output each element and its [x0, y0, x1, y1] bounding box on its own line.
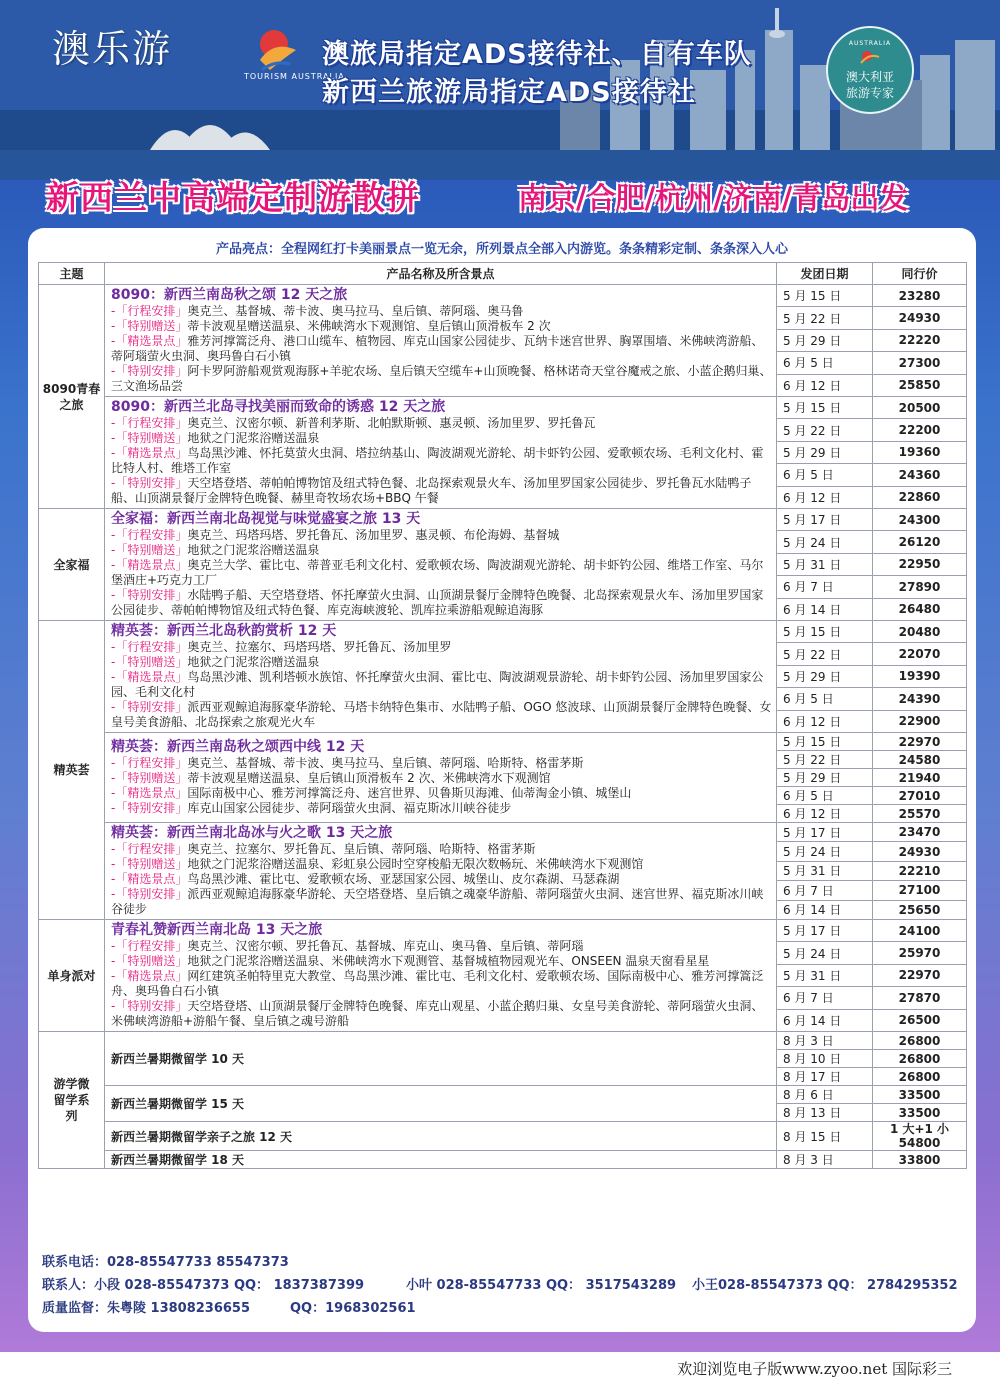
- price-value: 22970: [873, 733, 967, 751]
- route-line: [111, 857, 772, 872]
- departure-date: 6 月 14 日: [777, 598, 873, 620]
- route-line: [111, 431, 772, 446]
- header-price: 同行价: [873, 263, 967, 285]
- theme-cell: 全家福: [39, 509, 105, 621]
- price-value: 24360: [873, 464, 967, 486]
- brand-logo: 澳乐游: [52, 27, 173, 71]
- route-line-tag: -「特别安排」: [111, 476, 188, 490]
- departure-date: 5 月 24 日: [777, 942, 873, 964]
- route-line: [111, 319, 772, 334]
- theme-cell: 游学微留学系列: [39, 1032, 105, 1169]
- route-line: [111, 528, 772, 543]
- route-cell: [105, 621, 777, 733]
- route-line: [111, 476, 772, 506]
- table-body: [39, 285, 967, 1169]
- route-line-tag: -「精选景点」: [111, 872, 188, 886]
- price-value: [873, 1122, 967, 1151]
- study-title: 新西兰暑期微留学 18 天: [105, 1151, 777, 1169]
- route-line-text: 网红建筑圣帕特里克大教堂、鸟岛黑沙滩、霍比屯、毛利文化村、爱歌顿农场、国际南极中心、雅芳河撑篙泛舟、奥玛鲁白石小镇: [111, 969, 764, 998]
- route-line-tag: -「特别赠送」: [111, 857, 188, 871]
- price-value: 22220: [873, 329, 967, 351]
- route-line-tag: -「特别赠送」: [111, 431, 188, 445]
- price-value: 26800: [873, 1050, 967, 1068]
- departure-date: 5 月 29 日: [777, 329, 873, 351]
- route-line-text: 蒂卡波观星赠送温泉、米佛峡湾水下观测馆、皇后镇山顶滑板车 2 次: [187, 319, 551, 333]
- route-line-text: 奥克兰、汉密尔顿、罗托鲁瓦、基督城、库克山、奥马鲁、皇后镇、蒂阿瑙: [187, 939, 584, 953]
- departure-date: 5 月 22 日: [777, 307, 873, 329]
- route-line: [111, 939, 772, 954]
- route-line-text: 蒂卡波观星赠送温泉、皇后镇山顶滑板车 2 次、米佛峡湾水下观测馆: [187, 771, 551, 785]
- price-value: 20500: [873, 397, 967, 419]
- price-value: 33800: [873, 1151, 967, 1169]
- route-line-tag: -「精选景点」: [111, 786, 188, 800]
- route-line-tag: -「特别安排」: [111, 700, 188, 714]
- route-line-text: 地狱之门泥浆浴赠送温泉: [187, 655, 320, 669]
- route-line: [111, 771, 772, 786]
- departure-date: 6 月 5 日: [777, 787, 873, 805]
- route-line: [111, 969, 772, 999]
- price-amount: 54800: [898, 1136, 941, 1150]
- departure-date: 6 月 12 日: [777, 374, 873, 396]
- price-value: 25650: [873, 900, 967, 919]
- price-value: 23470: [873, 823, 967, 842]
- departure-date: 6 月 5 日: [777, 688, 873, 710]
- route-line-text: 雅芳河撑篙泛舟、港口山缆车、植物园、库克山国家公园徒步、瓦纳卡迷宫世界、胸罩围墙、米佛峡湾游船、蒂阿瑙萤火虫洞、奥玛鲁白石小镇: [111, 334, 764, 363]
- price-value: 27100: [873, 881, 967, 900]
- price-value: 22970: [873, 964, 967, 986]
- route-cell: [105, 920, 777, 1032]
- route-line: [111, 543, 772, 558]
- departure-date: 8 月 3 日: [777, 1032, 873, 1050]
- route-cell: [105, 823, 777, 920]
- route-line-text: 水陆鸭子船、天空塔登塔、怀托摩萤火虫洞、山顶湖景餐厅金牌特色晚餐、北岛探索观景火车、汤加里罗国家公园徒步、蒂帕帕博物馆及纽式特色餐、库克海峡渡轮、凯库拉乘游船观鲸追海豚: [111, 588, 764, 617]
- table-row: [39, 1151, 967, 1169]
- table-row: [39, 509, 967, 531]
- table-header-row: [39, 263, 967, 285]
- departure-date: 5 月 15 日: [777, 733, 873, 751]
- departure-date: 6 月 14 日: [777, 900, 873, 919]
- departure-date: 5 月 29 日: [777, 441, 873, 463]
- table-row: [39, 1086, 967, 1104]
- route-line-tag: -「行程安排」: [111, 528, 188, 542]
- route-title: 8090：新西兰南岛秋之颂 12 天之旅: [111, 287, 348, 303]
- price-value: 26500: [873, 1009, 967, 1031]
- route-line: [111, 416, 772, 431]
- table-row: [39, 285, 967, 307]
- price-value: 24300: [873, 509, 967, 531]
- route-cell: [105, 733, 777, 823]
- route-line-tag: -「行程安排」: [111, 416, 188, 430]
- route-line-tag: -「特别安排」: [111, 887, 188, 901]
- route-line: [111, 588, 772, 618]
- route-line: [111, 670, 772, 700]
- header-theme: 主题: [39, 263, 105, 285]
- theme-cell: 单身派对: [39, 920, 105, 1032]
- contact-person-1: 联系人：小段 028-85547373 QQ： 1837387399: [42, 1278, 365, 1293]
- route-line: [111, 887, 772, 917]
- departure-date: 6 月 7 日: [777, 987, 873, 1009]
- route-line: [111, 801, 772, 816]
- route-line: [111, 786, 772, 801]
- price-value: 25570: [873, 805, 967, 823]
- price-value: 25850: [873, 374, 967, 396]
- study-title: 新西兰暑期微留学 15 天: [105, 1086, 777, 1122]
- route-line: [111, 558, 772, 588]
- price-value: 21940: [873, 769, 967, 787]
- price-value: 27870: [873, 987, 967, 1009]
- departure-date: 5 月 29 日: [777, 665, 873, 687]
- route-line-text: 奥克兰、基督城、蒂卡波、奥马拉马、皇后镇、蒂阿瑙、哈斯特、格雷茅斯: [187, 756, 584, 770]
- price-value: 25970: [873, 942, 967, 964]
- route-title: 精英荟：新西兰南北岛冰与火之歌 13 天之旅: [111, 825, 393, 841]
- departure-date: 6 月 12 日: [777, 710, 873, 732]
- kangaroo-logo-icon: [240, 20, 310, 95]
- departure-date: 5 月 15 日: [777, 285, 873, 307]
- route-title: 青春礼赞新西兰南北岛 13 天之旅: [111, 922, 323, 938]
- departure-date: 5 月 15 日: [777, 621, 873, 643]
- departure-date: 6 月 7 日: [777, 881, 873, 900]
- route-line-tag: -「精选景点」: [111, 334, 188, 348]
- route-line: [111, 364, 772, 394]
- route-line-text: 地狱之门泥浆浴赠送温泉: [187, 543, 320, 557]
- route-line-tag: -「精选景点」: [111, 969, 188, 983]
- route-line: [111, 334, 772, 364]
- departure-date: 6 月 12 日: [777, 486, 873, 508]
- departure-date: 8 月 10 日: [777, 1050, 873, 1068]
- route-title: 精英荟：新西兰南岛秋之颂西中线 12 天: [111, 739, 365, 755]
- price-value: 26120: [873, 531, 967, 553]
- departure-date: 8 月 6 日: [777, 1086, 873, 1104]
- route-line-text: 奥克兰、拉塞尔、罗托鲁瓦、皇后镇、蒂阿瑙、哈斯特、格雷茅斯: [187, 842, 536, 856]
- footer-text: 欢迎浏览电子版www.zyoo.net 国际彩三: [677, 1360, 952, 1378]
- route-line-text: 奥克兰大学、霍比屯、蒂普亚毛利文化村、爱歌顿农场、陶波湖观光游轮、胡卡虾钓公园、维塔工作室、马尔堡酒庄+巧克力工厂: [111, 558, 764, 587]
- route-line-text: 天空塔登塔、蒂帕帕博物馆及纽式特色餐、北岛探索观景火车、汤加里罗国家公园徒步、罗托鲁瓦水陆鸭子船、山顶湖景餐厅金牌特色晚餐、赫里奇牧场农场+BBQ 午餐: [111, 476, 752, 505]
- supervisor-qq: QQ：1968302561: [290, 1301, 416, 1316]
- price-value: 22070: [873, 643, 967, 665]
- study-title: 新西兰暑期微留学亲子之旅 12 天: [105, 1122, 777, 1151]
- departure-date: 5 月 22 日: [777, 751, 873, 769]
- departure-date: 5 月 22 日: [777, 643, 873, 665]
- price-value: 24580: [873, 751, 967, 769]
- product-table: [38, 262, 967, 1169]
- departure-date: 5 月 31 日: [777, 861, 873, 880]
- header-dates: 发团日期: [777, 263, 873, 285]
- departure-date: 5 月 22 日: [777, 419, 873, 441]
- price-value: 27300: [873, 352, 967, 374]
- route-line-text: 鸟岛黑沙滩、霍比屯、爱歌顿农场、亚瑟国家公园、城堡山、皮尔森湖、马瑟森湖: [187, 872, 620, 886]
- price-value: 24930: [873, 842, 967, 861]
- route-line-text: 阿卡罗阿游船观赏观海豚+羊驼农场、皇后镇天空缆车+山顶晚餐、格林诺奇天堂谷魔戒之旅、小蓝企鹅归巢、三文渔场品尝: [111, 364, 772, 393]
- departure-date: 6 月 7 日: [777, 576, 873, 598]
- route-line-tag: -「精选景点」: [111, 558, 188, 572]
- route-line-text: 奥克兰、拉塞尔、玛塔玛塔、罗托鲁瓦、汤加里罗: [187, 640, 452, 654]
- header-banner: [0, 0, 1000, 180]
- departure-date: 5 月 17 日: [777, 823, 873, 842]
- departure-date: 8 月 13 日: [777, 1104, 873, 1122]
- badge-line-2: 旅游专家: [845, 86, 894, 100]
- route-line: [111, 700, 772, 730]
- price-value: 19390: [873, 665, 967, 687]
- route-line: [111, 655, 772, 670]
- price-value: 22210: [873, 861, 967, 880]
- departure-date: 5 月 31 日: [777, 553, 873, 575]
- route-line-text: 派西亚观鲸追海豚豪华游轮、天空塔登塔、皇后镇之魂豪华游船、蒂阿瑙萤火虫洞、迷宫世界、福克斯冰川峡谷徒步: [111, 887, 764, 916]
- route-line-tag: -「特别赠送」: [111, 771, 188, 785]
- route-line-text: 奥克兰、基督城、蒂卡波、奥马拉马、皇后镇、蒂阿瑙、奥马鲁: [187, 304, 524, 318]
- tourism-australia-text: TOURISM AUSTRALIA: [244, 72, 345, 81]
- route-line-text: 鸟岛黑沙滩、凯利塔顿水族馆、怀托摩萤火虫洞、霍比屯、陶波湖观景游轮、胡卡虾钓公园、汤加里罗国家公园、毛利文化村: [111, 670, 764, 699]
- australia-expert-badge: [826, 26, 914, 114]
- route-line-tag: -「行程安排」: [111, 640, 188, 654]
- price-value: 33500: [873, 1086, 967, 1104]
- route-line-tag: -「行程安排」: [111, 756, 188, 770]
- departure-date: 6 月 14 日: [777, 1009, 873, 1031]
- price-value: 26800: [873, 1068, 967, 1086]
- price-value: 22950: [873, 553, 967, 575]
- route-line: [111, 954, 772, 969]
- price-value: 27010: [873, 787, 967, 805]
- table-row: [39, 823, 967, 842]
- departure-date: 5 月 24 日: [777, 842, 873, 861]
- route-cell: [105, 285, 777, 397]
- route-line: [111, 304, 772, 319]
- table-row: [39, 920, 967, 942]
- route-line-tag: -「行程安排」: [111, 939, 188, 953]
- route-title: 8090：新西兰北岛寻找美丽而致命的诱惑 12 天之旅: [111, 399, 446, 415]
- route-line-tag: -「特别赠送」: [111, 655, 188, 669]
- kangaroo-icon: [857, 49, 883, 65]
- route-title: 全家福：新西兰南北岛视觉与味觉盛宴之旅 13 天: [111, 511, 421, 527]
- price-value: 22900: [873, 710, 967, 732]
- route-line-tag: -「特别安排」: [111, 588, 188, 602]
- route-line-tag: -「特别赠送」: [111, 954, 188, 968]
- table-row: [39, 1122, 967, 1151]
- route-line-text: 库克山国家公园徒步、蒂阿瑙萤火虫洞、福克斯冰川峡谷徒步: [187, 801, 512, 815]
- departure-date: 5 月 17 日: [777, 920, 873, 942]
- route-line: [111, 446, 772, 476]
- slogan-line-2: 新西兰旅游局指定ADS接待社: [322, 77, 696, 108]
- price-value: 22860: [873, 486, 967, 508]
- route-cell: [105, 397, 777, 509]
- route-cell: [105, 509, 777, 621]
- route-line: [111, 640, 772, 655]
- route-line: [111, 842, 772, 857]
- price-value: 26800: [873, 1032, 967, 1050]
- price-note: 1 大+1 小: [889, 1122, 950, 1136]
- price-value: 27890: [873, 576, 967, 598]
- study-title: 新西兰暑期微留学 10 天: [105, 1032, 777, 1086]
- badge-line-1: 澳大利亚: [845, 70, 894, 84]
- price-value: 33500: [873, 1104, 967, 1122]
- departure-date: 5 月 31 日: [777, 964, 873, 986]
- departure-date: 5 月 29 日: [777, 769, 873, 787]
- route-line-tag: -「特别安排」: [111, 999, 188, 1013]
- departure-date: 5 月 24 日: [777, 531, 873, 553]
- departure-date: 8 月 17 日: [777, 1068, 873, 1086]
- route-line-text: 地狱之门泥浆浴赠送温泉、彩虹泉公园时空穿梭船无限次数畅玩、米佛峡湾水下观测馆: [187, 857, 644, 871]
- route-line-tag: -「特别赠送」: [111, 319, 188, 333]
- price-value: 24390: [873, 688, 967, 710]
- price-value: 26480: [873, 598, 967, 620]
- route-line: [111, 999, 772, 1029]
- route-line-tag: -「特别安排」: [111, 364, 188, 378]
- price-value: 23280: [873, 285, 967, 307]
- route-line-text: 鸟岛黑沙滩、怀托莫萤火虫洞、塔拉纳基山、陶波湖观光游轮、胡卡虾钓公园、爱歌顿农场、毛利文化村、霍比特人村、维塔工作室: [111, 446, 764, 475]
- route-title: 精英荟：新西兰北岛秋韵赏析 12 天: [111, 623, 337, 639]
- table-row: [39, 397, 967, 419]
- route-line-text: 奥克兰、玛塔玛塔、罗托鲁瓦、汤加里罗、惠灵顿、布伦海姆、基督城: [187, 528, 560, 542]
- departure-date: 5 月 17 日: [777, 509, 873, 531]
- route-line-tag: -「精选景点」: [111, 446, 188, 460]
- theme-cell: 8090青春之旅: [39, 285, 105, 509]
- table-row: [39, 621, 967, 643]
- supervisor: 质量监督：朱粤陵 13808236655: [42, 1301, 251, 1316]
- route-line-tag: -「精选景点」: [111, 670, 188, 684]
- price-value: 19360: [873, 441, 967, 463]
- route-line-text: 天空塔登塔、山顶湖景餐厅金牌特色晚餐、库克山观星、小蓝企鹅归巢、女皇号美食游轮、蒂阿瑙萤火虫洞、米佛峡湾游船+游船午餐、皇后镇之魂号游船: [111, 999, 764, 1028]
- slogan-line-1: 澳旅局指定ADS接待社、自有车队: [322, 39, 752, 70]
- departure-date: 6 月 5 日: [777, 352, 873, 374]
- main-title: 新西兰中高端定制游散拼: [46, 178, 420, 217]
- product-highlight: 产品亮点：全程网红打卡美丽景点一览无余，所列景点全部入内游览。条条精彩定制、条条深入人心: [215, 242, 788, 257]
- departure-date: 6 月 12 日: [777, 805, 873, 823]
- route-line-text: 国际南极中心、雅芳河撑篙泛舟、迷宫世界、贝鲁斯贝海滩、仙蒂淘金小镇、城堡山: [187, 786, 632, 800]
- route-line-tag: -「行程安排」: [111, 304, 188, 318]
- contact-person-3: 小王028-85547373 QQ： 2784295352: [692, 1278, 958, 1293]
- route-line-tag: -「行程安排」: [111, 842, 188, 856]
- theme-cell: 精英荟: [39, 621, 105, 920]
- route-line-tag: -「特别赠送」: [111, 543, 188, 557]
- table-row: [39, 733, 967, 751]
- route-line: [111, 756, 772, 771]
- title-bar: [0, 172, 1000, 222]
- departure-date: 5 月 15 日: [777, 397, 873, 419]
- contact-phone: 联系电话：028-85547733 85547373: [42, 1255, 289, 1270]
- price-value: 24100: [873, 920, 967, 942]
- departure-cities-title: 南京/合肥/杭州/济南/青岛出发: [518, 181, 909, 215]
- route-line-text: 地狱之门泥浆浴赠送温泉: [187, 431, 320, 445]
- departure-date: 8 月 15 日: [777, 1122, 873, 1151]
- table-row: [39, 1032, 967, 1050]
- route-line-text: 派西亚观鲸追海豚豪华游轮、马塔卡纳特色集市、水陆鸭子船、OGO 悠波球、山顶湖景餐厅金牌特色晚餐、女皇号美食游船、北岛探索之旅观光火车: [111, 700, 772, 729]
- route-line-text: 奥克兰、汉密尔顿、新普利茅斯、北帕默斯顿、惠灵顿、汤加里罗、罗托鲁瓦: [187, 416, 596, 430]
- price-value: 24930: [873, 307, 967, 329]
- route-line-text: 地狱之门泥浆浴赠送温泉、米佛峡湾水下观测管、基督城植物园观光车、ONSEEN 温泉天窗看星星: [187, 954, 710, 968]
- product-card: [28, 228, 976, 1332]
- contact-person-2: 小叶 028-85547733 QQ： 3517543289: [406, 1278, 677, 1293]
- route-line: [111, 872, 772, 887]
- footer: [0, 1352, 1000, 1384]
- departure-date: 8 月 3 日: [777, 1151, 873, 1169]
- badge-small-text: AUSTRALIA: [848, 40, 892, 47]
- price-value: 20480: [873, 621, 967, 643]
- price-value: 22200: [873, 419, 967, 441]
- header-product: 产品名称及所含景点: [105, 263, 777, 285]
- departure-date: 6 月 5 日: [777, 464, 873, 486]
- route-line-tag: -「特别安排」: [111, 801, 188, 815]
